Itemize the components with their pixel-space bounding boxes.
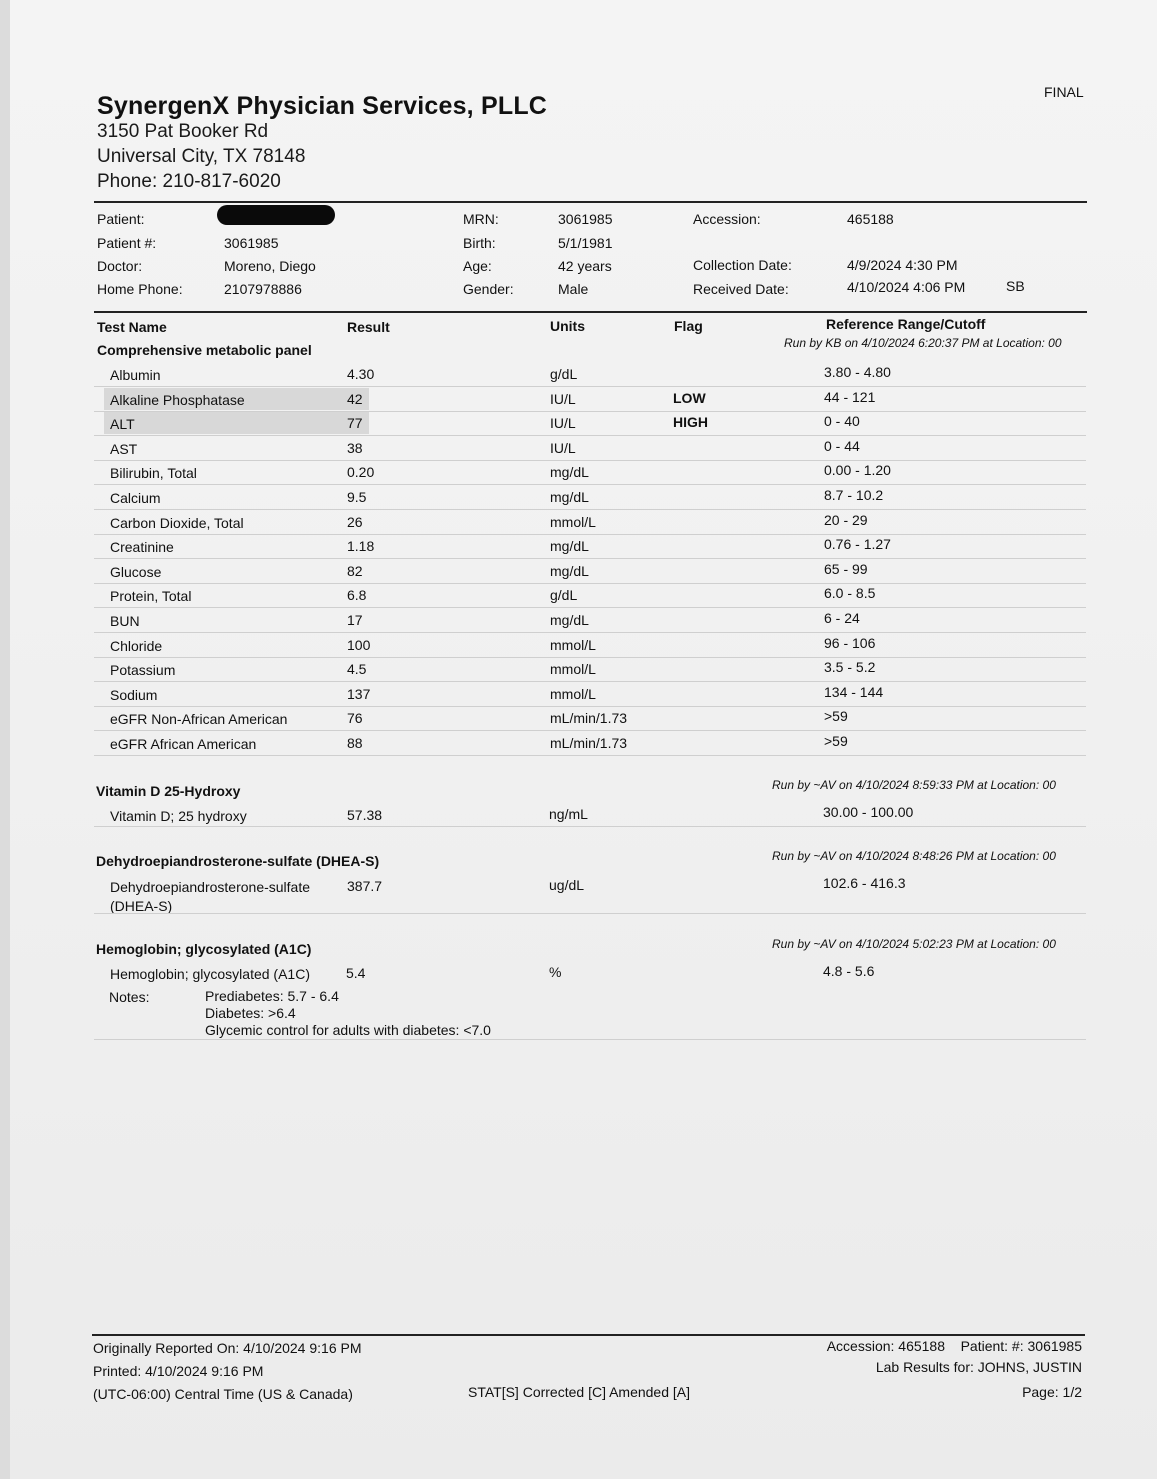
originally-reported: Originally Reported On: 4/10/2024 9:16 PM: [93, 1340, 362, 1356]
run-by-a1c: Run by ~AV on 4/10/2024 5:02:23 PM at Location: 00: [772, 937, 1056, 951]
reference-a1c: 4.8 - 5.6: [823, 963, 875, 979]
result-value: 88: [347, 735, 363, 751]
row-divider: [94, 583, 1086, 584]
birth-label: Birth:: [463, 235, 496, 251]
row-divider: [94, 484, 1086, 485]
row-divider: [94, 632, 1086, 633]
reference-range: 44 - 121: [824, 388, 876, 405]
accession-value: 465188: [847, 211, 894, 227]
flag: HIGH: [673, 414, 708, 431]
units: IU/L: [550, 415, 576, 432]
gender-value: Male: [558, 281, 589, 297]
result-value: 26: [347, 513, 363, 530]
test-name: eGFR Non-African American: [110, 711, 288, 728]
test-name: Sodium: [110, 686, 158, 703]
reference-range: 65 - 99: [824, 560, 868, 577]
panel-title-dhea-s: Dehydroepiandrosterone-sulfate (DHEA-S): [96, 853, 380, 869]
reference-range: 0 - 40: [824, 413, 860, 430]
test-name: BUN: [110, 613, 140, 629]
units-a1c: %: [549, 964, 562, 980]
footer-accession-patient: Accession: 465188 Patient: #: 3061985: [826, 1338, 1082, 1354]
redaction-mark: [217, 205, 335, 225]
page-number: Page: 1/2: [1022, 1384, 1082, 1400]
accession-label: Accession:: [693, 211, 761, 227]
age-label: Age:: [463, 258, 492, 274]
row-divider: [94, 681, 1086, 682]
units: IU/L: [550, 439, 576, 456]
table-top-rule: [94, 311, 1087, 313]
reference-range: 6.0 - 8.5: [824, 585, 876, 602]
flag: LOW: [673, 389, 706, 406]
run-by-dhea-s: Run by ~AV on 4/10/2024 8:48:26 PM at Location: 00: [772, 849, 1056, 863]
column-result: Result: [347, 319, 390, 335]
result-value: 42: [347, 390, 363, 407]
row-divider: [94, 826, 1086, 827]
received-date: 4/10/2024 4:06 PM: [847, 279, 966, 295]
printed-date: Printed: 4/10/2024 9:16 PM: [93, 1363, 264, 1379]
reference-range: 20 - 29: [824, 511, 868, 528]
row-divider: [94, 460, 1086, 461]
units: mmol/L: [550, 513, 596, 530]
panel-title-a1c: Hemoglobin; glycosylated (A1C): [96, 941, 312, 957]
run-by-cmp: Run by KB on 4/10/2024 6:20:37 PM at Location: 00: [784, 336, 1062, 350]
test-name: Glucose: [110, 563, 162, 580]
panel-title-cmp: Comprehensive metabolic panel: [97, 342, 312, 358]
result-value: 100: [347, 636, 371, 653]
units: mL/min/1.73: [550, 710, 628, 727]
note-line: Diabetes: >6.4: [205, 1005, 296, 1021]
result-value: 9.5: [347, 489, 367, 505]
test-name: AST: [110, 440, 138, 457]
report-status: FINAL: [1044, 84, 1084, 100]
row-divider: [94, 706, 1086, 707]
test-name-dhea-s-line1: Dehydroepiandrosterone-sulfate: [110, 879, 311, 895]
test-name: Creatinine: [110, 539, 174, 556]
patient-number: 3061985: [224, 235, 279, 251]
reference-range: 0.00 - 1.20: [824, 462, 891, 479]
home-phone: 2107978886: [224, 281, 302, 297]
flag-highlight: [104, 412, 369, 434]
result-value: 17: [347, 612, 363, 628]
result-value: 1.18: [347, 538, 375, 555]
units: mmol/L: [550, 661, 596, 678]
row-divider: [94, 558, 1086, 559]
row-divider: [94, 435, 1086, 436]
result-value: 38: [347, 439, 363, 456]
test-name: Alkaline Phosphatase: [110, 391, 245, 408]
reference-dhea-s: 102.6 - 416.3: [823, 875, 906, 891]
timezone: (UTC-06:00) Central Time (US & Canada): [93, 1386, 353, 1402]
row-divider: [94, 509, 1086, 510]
test-name: Potassium: [110, 662, 176, 679]
reference-range: 96 - 106: [824, 634, 876, 651]
collection-date-label: Collection Date:: [693, 257, 792, 273]
units-dhea-s: ug/dL: [549, 877, 585, 893]
gender-label: Gender:: [463, 281, 514, 297]
panel-title-vitamin-d: Vitamin D 25-Hydroxy: [96, 783, 241, 799]
column-units: Units: [550, 318, 585, 334]
reference-range: 3.80 - 4.80: [824, 364, 891, 380]
reference-range: 6 - 24: [824, 610, 860, 626]
run-by-vitamin-d: Run by ~AV on 4/10/2024 8:59:33 PM at Location: 00: [772, 778, 1056, 792]
test-name: ALT: [110, 416, 135, 433]
units: mg/dL: [550, 612, 589, 628]
result-a1c: 5.4: [346, 965, 366, 981]
lab-address-line1: 3150 Pat Booker Rd: [97, 121, 269, 142]
row-divider: [94, 1039, 1086, 1040]
test-name: Carbon Dioxide, Total: [110, 514, 244, 531]
units: mg/dL: [550, 562, 589, 579]
result-value: 137: [347, 685, 371, 702]
doctor-label: Doctor:: [97, 258, 143, 274]
received-date-label: Received Date:: [693, 281, 789, 297]
row-divider: [94, 913, 1086, 914]
reference-vitamin-d: 30.00 - 100.00: [823, 804, 914, 820]
notes-label: Notes:: [109, 989, 150, 1005]
row-divider: [94, 534, 1086, 535]
column-test-name: Test Name: [97, 319, 167, 335]
reference-range: 3.5 - 5.2: [824, 659, 876, 676]
doctor-name: Moreno, Diego: [224, 258, 316, 274]
reference-range: 0 - 44: [824, 437, 860, 454]
lab-phone: Phone: 210-817-6020: [97, 171, 281, 192]
lab-name: SynergenX Physician Services, PLLC: [97, 92, 548, 120]
result-dhea-s: 387.7: [347, 878, 383, 894]
note-line: Glycemic control for adults with diabetes: <7.0: [205, 1022, 491, 1038]
row-divider: [94, 657, 1086, 658]
collection-date: 4/9/2024 4:30 PM: [847, 257, 958, 273]
patient-label: Patient:: [97, 211, 145, 227]
units: g/dL: [550, 366, 578, 382]
units: mg/dL: [550, 489, 589, 505]
result-value: 77: [347, 415, 363, 432]
column-flag: Flag: [674, 318, 703, 334]
test-name-dhea-s-line2: (DHEA-S): [110, 898, 173, 914]
row-divider: [94, 607, 1086, 608]
status-legend: STAT[S] Corrected [C] Amended [A]: [468, 1384, 691, 1400]
received-initials: SB: [1006, 278, 1025, 294]
reference-range: 0.76 - 1.27: [824, 536, 891, 553]
units: IU/L: [550, 390, 576, 407]
result-value: 82: [347, 562, 363, 579]
lab-address-line2: Universal City, TX 78148: [97, 146, 306, 167]
units: g/dL: [550, 587, 578, 604]
result-value: 0.20: [347, 464, 375, 481]
patient-number-label: Patient #:: [97, 235, 157, 251]
test-name: Calcium: [110, 490, 161, 506]
test-name-a1c: Hemoglobin; glycosylated (A1C): [110, 966, 310, 982]
result-vitamin-d: 57.38: [347, 807, 383, 823]
header-rule: [94, 201, 1087, 203]
footer-rule: [92, 1334, 1085, 1336]
units: mg/dL: [550, 538, 589, 555]
units: mg/dL: [550, 464, 589, 481]
units-vitamin-d: ng/mL: [549, 806, 588, 822]
home-phone-label: Home Phone:: [97, 281, 183, 297]
result-value: 6.8: [347, 587, 367, 604]
units: mmol/L: [550, 685, 596, 702]
reference-range: >59: [824, 733, 848, 749]
mrn-value: 3061985: [558, 211, 613, 227]
reference-range: >59: [824, 708, 848, 725]
reference-range: 8.7 - 10.2: [824, 487, 884, 503]
reference-range: 134 - 144: [824, 683, 884, 700]
units: mL/min/1.73: [550, 735, 628, 751]
note-line: Prediabetes: 5.7 - 6.4: [205, 988, 339, 1004]
test-name: eGFR African American: [110, 736, 257, 752]
test-name: Albumin: [110, 367, 161, 383]
result-value: 76: [347, 710, 363, 727]
test-name: Chloride: [110, 637, 163, 654]
test-name: Bilirubin, Total: [110, 465, 197, 482]
test-name-vitamin-d: Vitamin D; 25 hydroxy: [110, 808, 247, 824]
mrn-label: MRN:: [463, 211, 499, 227]
test-name: Protein, Total: [110, 588, 192, 605]
units: mmol/L: [550, 636, 596, 653]
result-value: 4.5: [347, 661, 367, 678]
row-divider: [94, 755, 1086, 756]
result-value: 4.30: [347, 366, 375, 382]
column-reference-range: Reference Range/Cutoff: [826, 316, 986, 332]
age-value: 42 years: [558, 258, 612, 274]
lab-results-for: Lab Results for: JOHNS, JUSTIN: [875, 1359, 1082, 1375]
row-divider: [94, 730, 1086, 731]
birth-value: 5/1/1981: [558, 235, 613, 251]
